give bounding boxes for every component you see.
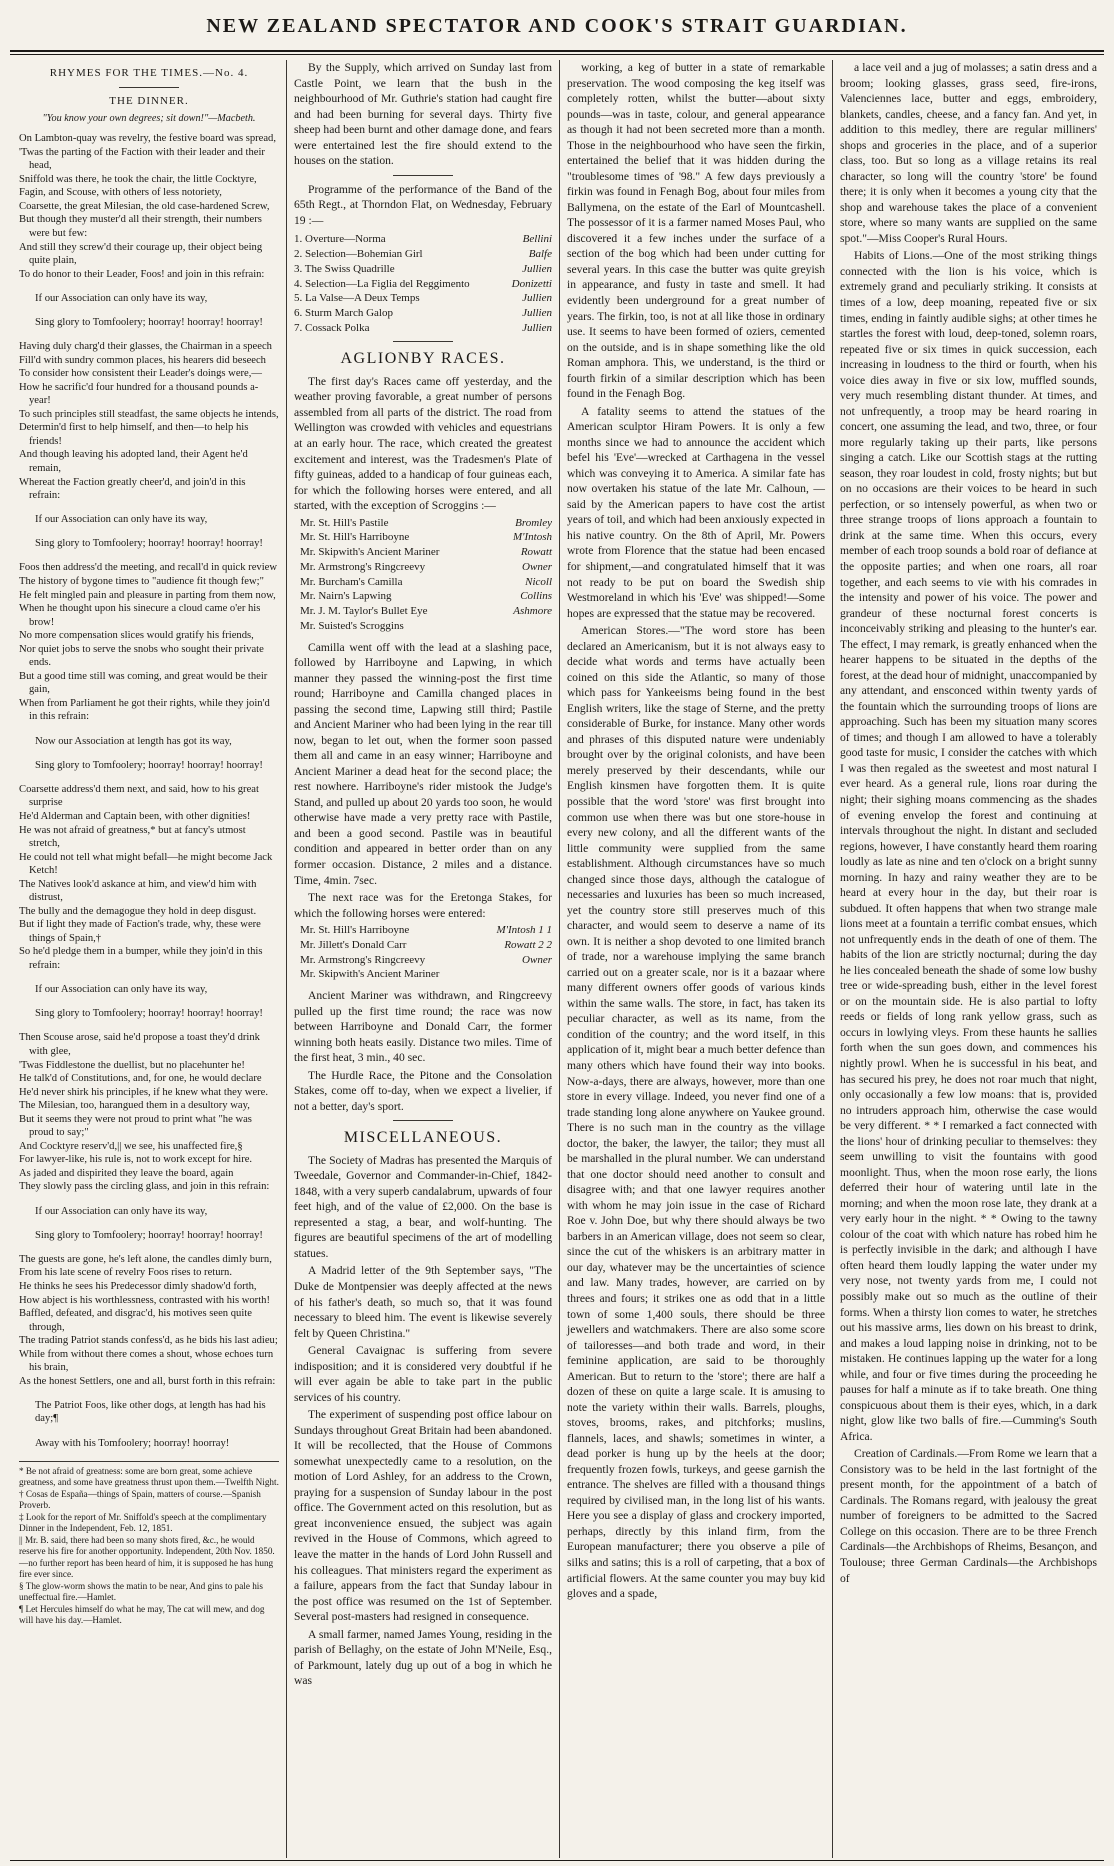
text-line: And though leaving his adopted land, their Agent he'd remain, [19, 449, 248, 474]
poem-chorus [35, 735, 279, 773]
text-line: Fill'd with sundry common places, his hearers did beseech [19, 354, 266, 366]
text-line: If our Association can only have its way, [35, 292, 208, 304]
masthead: NEW ZEALAND SPECTATOR AND COOK'S STRAIT GUARDIAN. [206, 15, 908, 37]
poem-verse [19, 132, 279, 281]
entry-row [300, 967, 552, 982]
entry-value: Jullien [522, 321, 552, 334]
text-line: Then Scouse arose, said he'd propose a toast they'd drink with glee, [19, 1032, 260, 1057]
article-paragraph: working, a keg of butter in a state of remarkable preservation. The wood composing the keg itself was completely rotten, whilst the butter—about sixty pounds—was in taste, colour, and general appearance as though it had not been secreted more than a month. Those in the neighbourhood who have seen the firkin, entertained the belief that it was hidden during the "troublesome times of '98." A few days previously a firkin was found in Fenagh Bog, about four miles from Ballymena, on the estate of the Earl of Mountcashell. The possessor of it is a farmer named Moses Paul, who discovered it a few inches under the surface of a section of the bog which had been under cutting for several years. In this case the butter was quite greyish in appearance, and fusty in taste and smell. It had evidently been underground for a great number of years. The firkin, too, is not at all like those in ordinary use. It seems to have been formed of oziers, cemented on the outside, and is in shape something like the old Roman amphora. This, we understand, is the third or fourth firkin of a similar description which has been found in the Fenagh Bog. [567, 61, 825, 401]
entry-row [294, 262, 552, 277]
entry-row [294, 306, 552, 321]
article-paragraph: General Cavaignac is suffering from severe indisposition; and it is considered very doubtful if he will ever again be able to take part in the public services of his country. [294, 1344, 552, 1404]
programme-intro: Programme of the performance of the Band of the 65th Regt., at Thorndon Flat, on Wednesday, February 19 :— [294, 182, 552, 227]
text-line: But if light they made of Faction's trade, why, these were things of Spain,† [19, 919, 261, 944]
article-paragraph: American Stores.—"The word store has been declared an Americanism, but it is not always easy to decide what words and terms have actually been coined on this side the Atlantic, so many of those which pass for Yankeeisms being found in the best English writers, like the stage of Sterne, and the pretty considerable of Burke, for instance. Many other words and phrases of this disputed nature were undeniably brought over by the original colonists, and have been merely preserved by their descendants, while our English kinsmen have forgotten them. It is quite possible that the word 'store' was first brought into common use when there was but one store-house in every new colony, and all the different wants of the little community were supplied from the same establishment. Although circumstances have so much changed since those days, although the catalogue of necessaries and luxuries has been so much increased, yet the country store still preserves much of this character, and would seem to deserve a name of its own. It is neither a shop devoted to one limited branch of trade, nor a warehouse implying the same branch carried out on a greater scale, nor is it a bazaar where many different owners offer goods of various kinds within the same walls. The store, in fact, has taken its peculiar character, as well as its name, from the condition of the country; and the word itself, in this application of it, might bear a much better defence than many others which have found their way into books. Now-a-days, there are always, however, more than one store in every village. Indeed, you never find one of a trade standing long alone anywhere on Yaukee ground. There is no such man in the country as the village doctor, the baker, the lawyer, the tailor; they must all be marshalled in the plural number. We can understand that one doctor should need another to consult and disagree with; and that one lawyer requires another with whom he may join issue in the case of Richard Roe v. John Doe, but why there should always be two barbers in an American village, does not seem so clear, since the cut of the whiskers is an arbitrary matter in our day, whatever may be the uncertainties of science and law. Many trades, however, are carried on by threes and fours; it strikes one as odd that in a little town of some 1,400 souls, there should be three jewellers and watchmakers. There are also some score of tailoresses—and both trade and word, in their feminine application, are said to be thoroughly American. But to return to the 'store'; there are half a dozen of these on quite a large scale. It is amusing to note the variety within their walls. Barrels, ploughs, stoves, brooms, rakes, and pitchforks; muslins, flannels, laces, and shawls; sometimes in winter, a dead porker is hung up by the heels at the door; frequently frozen fowls, turkeys, and geese garnish the entrance. The shelves are filled with a thousand things required by civilised man, in the long list of his wants. Here you see a display of glass and crockery imported, perhaps, directly by this inland firm, from the European manufacturer; there you observe a pile of silks and satins; this is a roll of carpeting, that a box of artificial flowers. At the same counter you may buy kid gloves and a spade, [567, 624, 825, 1601]
entry-row [300, 619, 552, 634]
text-line: He thinks he sees his Predecessor dimly shadow'd forth, [19, 1280, 257, 1292]
text-line: Sing glory to Tomfoolery; hoorray! hoorray! hoorray! [35, 1229, 263, 1241]
text-line: Determin'd first to help himself, and then—to help his friends! [19, 422, 249, 447]
text-line: He felt mingled pain and pleasure in parting from them now, [19, 589, 276, 601]
entry-value: Jullien [522, 292, 552, 305]
text-line: On Lambton-quay was revelry, the festive board was spread, [19, 133, 277, 145]
entry-row [300, 604, 552, 619]
text-line: He talk'd of Constitutions, and, for one, he would declare [19, 1073, 262, 1085]
entry-value: Bellini [522, 233, 552, 246]
entry-row [300, 516, 552, 531]
text-line: To do honor to their Leader, Foos! and join in this refrain: [19, 268, 265, 280]
article-paragraph: a lace veil and a jug of molasses; a satin dress and a broom; looking glasses, grass seed, fire-irons, Valenciennes lace, butter and eggs, embroidery, blankets, candles, cheese, and a fancy fan. And yet, in addition to this medley, there are regular milliners' shops and groceries in the place, and of a superior class, too. But so long as a village retains its real character, so long will the country 'store' be found there; it is only when it becomes a young city that the shop and warehouse takes the place of a convenient store, where so many wants are supplied on the same spot."—Miss Cooper's Rural Hours. [840, 61, 1097, 245]
article-paragraph: Ancient Mariner was withdrawn, and Ringcreevy pulled up the first time round; the race was now between Harriboyne and Donald Carr, the former winning both heats easily. Distance two miles. Time of the first heat, 3 min., 40 sec. [294, 989, 552, 1065]
text-line: Coarsette, the great Milesian, the old case-hardened Screw, [19, 200, 270, 212]
text-line: As the honest Settlers, one and all, burst forth in this refrain: [19, 1375, 276, 1387]
entry-value: Jullien [522, 306, 552, 319]
entry-row [294, 321, 552, 336]
text-line: For lawyer-like, his rule is, not to work except for hire. [19, 1154, 253, 1166]
text-line: Fagin, and Scouse, with others of less notoriety, [19, 187, 222, 199]
entry-value: Nicoll [525, 575, 552, 588]
text-line: Foos then address'd the meeting, and recall'd in quick review [19, 562, 277, 574]
poem-chorus [35, 292, 279, 330]
misc-heading: MISCELLANEOUS. [343, 1129, 503, 1147]
text-line: The Milesian, too, harangued them in a desultory way, [19, 1100, 250, 1112]
text-line: He could not tell what might befall—he might become Jack Ketch! [19, 851, 273, 877]
footnotes [19, 1461, 279, 1627]
text-line: How he sacrific'd four hundred for a thousand pounds a-year! [19, 381, 259, 407]
text-line: || Mr. B. said, there had been so many shots fired, &c., he would reserve his fire for another opportunity. Independent, 20th Nov. 1850.—no further report has been heard of him, it is supposed he has hung fire ever since. [19, 1534, 275, 1580]
entry-label: 6. Sturm March Galop [294, 306, 393, 319]
text-line: § The glow-worm shows the matin to be near, And gins to pale his uneffectual fire.—Hamlet. [19, 1580, 263, 1603]
text-line: ¶ Let Hercules himself do what he may, The cat will mew, and dog will have his day.—Hamlet. [19, 1603, 265, 1626]
article-paragraph: By the Supply, which arrived on Sunday last from Castle Point, we learn that the bush in the neighbourhood of Mr. Guthrie's station had caught fire and had been burning for several days. Thirty five sheep had been burnt and other damage done, and fears were entertained lest the fire should extend to the houses on the station. [294, 61, 552, 168]
text-line: As jaded and dispirited they leave the board, again [19, 1167, 234, 1179]
entry-value: Donizetti [511, 277, 552, 290]
text-line: ‡ Look for the report of Mr. Sniffold's speech at the complimentary Dinner in the Independent, Feb. 12, 1851. [19, 1511, 267, 1534]
entry-label: Mr. St. Hill's Harriboyne [300, 531, 410, 544]
text-line: Now our Association at length has got its way, [35, 735, 232, 747]
poem-verse [19, 561, 279, 724]
poem-chorus [35, 513, 279, 551]
entry-label: Mr. Armstrong's Ringcreevy [300, 560, 426, 573]
text-line: Having duly charg'd their glasses, the Chairman in a speech [19, 341, 272, 353]
text-line: Baffled, defeated, and disgrac'd, his motives seen quite through, [19, 1308, 252, 1333]
entry-label: 2. Selection—Bohemian Girl [294, 248, 423, 261]
poem-epigraph: "You know your own degrees; sit down!"—Macbeth. [42, 113, 256, 125]
text-line: The bully and the demagogue they hold in deep disgust. [19, 905, 257, 917]
entry-label: Mr. Nairn's Lapwing [300, 590, 392, 603]
column-4 [832, 60, 1104, 1858]
entry-value: Bromley [515, 516, 552, 529]
poem-title: THE DINNER. [109, 94, 189, 107]
article-paragraph: A Madrid letter of the 9th September says, "The Duke de Montpensier was deeply affected at the news of his father's death, so much so, that it was found necessary to bleed him. The event is likewise severely felt by Queen Christina." [294, 1264, 552, 1340]
entry-label: Mr. St. Hill's Harriboyne [300, 924, 410, 937]
text-line: The Patriot Foos, like other dogs, at length has had his day;¶ [35, 1399, 266, 1425]
masthead-rule-thin [10, 54, 1104, 55]
bottom-rule [10, 1860, 1104, 1861]
entry-label: Mr. J. M. Taylor's Bullet Eye [300, 605, 428, 618]
entry-value: Rowatt 2 2 [504, 938, 552, 951]
entry-value: Owner [522, 560, 552, 573]
entry-label: Mr. Jillett's Donald Carr [300, 938, 407, 951]
divider [393, 1120, 453, 1121]
text-line: Nor quiet jobs to serve the snobs who sought their private ends. [19, 643, 264, 669]
entry-label: Mr. Suisted's Scroggins [300, 619, 404, 632]
article-paragraph: Creation of Cardinals.—From Rome we learn that a Consistory was to be held in the last fortnight of the present month, for the appointment of a batch of Cardinals. The Romans regard, with jealousy the great number of foreigners to be admitted to the Sacred College on this occasion. There are to be three French Cardinals—the Archbishops of Rheims, Besançon, and Toulouse; three German Cardinals—the Archbishops of [840, 1447, 1097, 1585]
entry-label: 1. Overture—Norma [294, 233, 386, 246]
text-line: Sing glory to Tomfoolery; hoorray! hoorray! hoorray! [35, 538, 263, 550]
entry-label: 3. The Swiss Quadrille [294, 262, 395, 275]
entry-row [300, 575, 552, 590]
article-paragraph: The first day's Races came off yesterday, and the weather proving favorable, a great number of persons assembled from all parts of the district. The road from Wellington was crowded with vehicles and equestrians at an early hour. The race, which created the greatest excitement and interest, was the Tradesmen's Plate of fifty guineas, added to a handicap of four guineas each, for which the following horses were entered, and all started, with the exception of Scroggins :— [294, 374, 552, 513]
text-line: Sing glory to Tomfoolery; hoorray! hoorray! hoorray! [35, 1008, 263, 1020]
article-paragraph: Camilla went off with the lead at a slashing pace, followed by Harriboyne and Lapwing, in which manner they passed the winning-post the first time round; Harriboyne and Camilla changed places in passing the second time, Lapwing still third; Pastile and Ancient Mariner who had been lying in the rear till now, began to let out, when the former soon passed them all and came in an easy winner; Harriboyne and Ancient Mariner a dead heat for the second place; the rest nowhere. Harriboyne's rider mistook the Judge's Stand, and pulled up about 20 yards too soon, he would otherwise have made a very pretty race with Pastile, and been a good second. Pastile was in beautiful condition and appeared in better order than on any former occasion. Distance, 2 miles and a distance. Time, 4min. 7sec. [294, 640, 552, 887]
text-line: Sing glory to Tomfoolery; hoorray! hoorray! hoorray! [35, 759, 263, 771]
article-paragraph: A fatality seems to attend the statues of the American sculptor Hiram Powers. It is only a few months since we had to announce the accident which befel his 'Eve'—wrecked at Carthagena in the vessel which was conveying it to America. A similar fate has now overtaken his statue of the late Mr. Calhoun, —said by the American papers to have cost the artist years of toil, and which had been anxiously expected in his native country. On the 8th of April, Mr. Powers wrote from Florence that the statue had been encased for shipment,—and congratulated himself that it was not ready to be put on board the Swedish ship Westmoreland in which his 'Eve' was shipped!—Some hopes are expressed that the statue may be recovered. [567, 404, 825, 620]
text-line: Whereat the Faction greatly cheer'd, and join'd in this refrain: [19, 476, 246, 502]
text-line: To such principles still steadfast, the same objects he intends, [19, 408, 279, 420]
text-line: So he'd pledge them in a bumper, while they join'd in this refrain: [19, 946, 263, 972]
section-heading: RHYMES FOR THE TIMES.—No. 4. [49, 67, 249, 79]
text-line: When he thought upon his sinecure a cloud came o'er his brow! [19, 603, 261, 628]
column-1 [12, 60, 286, 1858]
poem-verse [19, 783, 279, 973]
text-line: From his late scene of revelry Foos rises to return. [19, 1267, 233, 1279]
article-paragraph: The Hurdle Race, the Pitone and the Consolation Stakes, come off to-day, when we expect a livelier, if not a better, day's sport. [294, 1068, 552, 1113]
entry-value: M'Intosh [512, 531, 552, 544]
entry-row [294, 232, 552, 247]
entry-row [300, 560, 552, 575]
entry-label: 5. La Valse—A Deux Temps [294, 292, 420, 305]
text-line: If our Association can only have its way, [35, 984, 208, 996]
text-line: The history of bygone times to "audience fit though few;" [19, 576, 264, 588]
entry-value: Owner [522, 953, 552, 966]
entry-row [294, 291, 552, 306]
entry-label: 4. Selection—La Figlia del Reggimento [294, 277, 470, 290]
text-line: Coarsette address'd them next, and said, how to his great surprise [19, 783, 259, 809]
page-columns [12, 60, 1104, 1858]
poem-chorus [35, 983, 279, 1021]
text-line: He was not afraid of greatness,* but at fancy's utmost stretch, [19, 824, 246, 850]
text-line: Away with his Tomfoolery; hoorray! hoorray! [35, 1437, 230, 1449]
entry-row [300, 589, 552, 604]
entry-value: Ashmore [513, 605, 552, 618]
text-line: When from Parliament he got their rights, while they join'd in this refrain: [19, 697, 270, 723]
text-line: 'Twas the parting of the Faction with their leader and their head, [19, 146, 265, 172]
poem-verse [19, 340, 279, 503]
text-line: He'd Alderman and Captain been, with other dignities! [19, 811, 251, 822]
poem-verse [19, 1031, 279, 1194]
divider [393, 341, 453, 342]
band-programme [294, 232, 552, 335]
entry-value: Rowatt [520, 546, 552, 559]
text-line: And still they screw'd their courage up, their object being quite plain, [19, 241, 263, 267]
entry-label: 7. Cossack Polka [294, 321, 370, 334]
entry-row [300, 545, 552, 560]
text-line: But a good time still was coming, and great would be their gain, [19, 670, 268, 696]
text-line: The guests are gone, he's left alone, the candles dimly burn, [19, 1253, 272, 1265]
entry-row [294, 247, 552, 262]
article-paragraph: A small farmer, named James Young, residing in the parish of Bellaghy, on the estate of John M'Neile, Esq., of Parkmount, lately dug up out of a bog in which he was [294, 1627, 552, 1688]
text-line: And Cocktyre reserv'd,|| we see, his unaffected fire,§ [19, 1140, 243, 1152]
entry-value: Jullien [522, 262, 552, 275]
article-paragraph: The experiment of suspending post office labour on Sundays throughout Great Britain had been abandoned. It will be recollected, that the House of Commons somewhat unexpectedly came to a resolution, on the motion of Lord Ashley, for an address to the Crown, praying for a suspension of Sunday labour in the post office. The Government acted on this resolution, but as great inconvenience ensued, the subject was again revived in the House of Commons, which agreed to leave the matter in the hands of Lord John Russell and his colleagues. That ministers regard the experiment as a failure, appears from the fact that Sunday labour in the post office was resumed on the 1st of September. Several post-masters had resigned in consequence. [294, 1408, 552, 1624]
poem-verse [19, 1253, 279, 1388]
poem-chorus [35, 1399, 279, 1450]
entry-row [300, 923, 552, 938]
text-line: But it seems they were not proud to print what "he was proud to say;" [19, 1113, 252, 1139]
text-line: But though they muster'd all their strength, their numbers were but few: [19, 214, 262, 239]
entry-label: Mr. Skipwith's Ancient Mariner [300, 968, 440, 981]
entry-value: M'Intosh 1 1 [496, 924, 552, 937]
text-line: Sniffold was there, he took the chair, the little Cocktyre, [19, 173, 257, 185]
horse-entries [300, 923, 552, 982]
entry-label: Mr. St. Hill's Pastile [300, 516, 389, 529]
entry-row [300, 938, 552, 953]
text-line: No more compensation slices would gratify his friends, [19, 630, 254, 642]
text-line: If our Association can only have its way, [35, 514, 208, 526]
text-line: While from without there comes a shout, whose echoes turn his brain, [19, 1348, 274, 1374]
text-line: To consider how consistent their Leader's doings were,— [19, 368, 262, 380]
text-line: * Be not afraid of greatness: some are born great, some achieve greatness, and some have greatness thrust upon them.—Twelfth Night. [19, 1465, 279, 1488]
text-line: How abject is his worthlessness, contrasted with his worth! [19, 1294, 270, 1306]
entry-row [294, 277, 552, 292]
column-3 [559, 60, 832, 1858]
races-heading: AGLIONBY RACES. [340, 350, 506, 368]
divider [119, 87, 179, 88]
article-paragraph: The next race was for the Eretonga Stakes, for which the following horses were entered: [294, 891, 552, 920]
entry-value: Balfe [528, 248, 552, 261]
text-line: The trading Patriot stands confess'd, as he bids his last adieu; [19, 1335, 278, 1347]
poem-chorus [35, 1205, 279, 1243]
entry-label: Mr. Burcham's Camilla [300, 575, 403, 588]
horse-entries [300, 516, 552, 634]
entry-value: Collins [520, 590, 552, 603]
entry-row [300, 953, 552, 968]
article-paragraph: Habits of Lions.—One of the most striking things connected with the lion is his voice, which is extremely grand and peculiarly striking. It consists at times of a low, deep moaning, repeated five or six times, ending in faintly audible sighs; at other times he startles the forest with loud, deep-toned, solemn roars, repeated five or six times in quick succession, each increasing in loudness to the third or fourth, when his voice dies away in five or six low, muffled sounds, very much resembling distant thunder. At times, and not unfrequently, a troop may be heard roaring in concert, one assuming the lead, and two, three, or four more regularly taking up their parts, like persons singing a catch. Like our Scottish stags at the rutting season, they roar loudest in cold, frosty nights; but but on no occasions are their voices to be heard in such perfection, or so intensely powerful, as when two or three strange troops of lions approach a fountain to drink at the same time. When this occurs, every member of each troop sounds a bold roar of defiance at the opposite parties; and when one roars, all roar together, and each seems to vie with his comrades in the intensity and power of his voice. The power and grandeur of these nocturnal forest concerts is inconceivably striking and pleasing to the hunter's ear. The effect, I may remark, is greatly enhanced when the hearer happens to be situated in the depths of the forest, at the dead hour of midnight, unaccompanied by any attendant, and ensconced within twenty yards of the fountain which the surrounding troops of lions are approaching. Such has been my situation many scores of times; and though I am allowed to have a tolerably good taste for music, I consider the catches with which I was then regaled as the sweetest and most natural I ever heard. As a general rule, lions roar during the night; their sighing moans commencing as the shades of evening envelop the forest and continuing at intervals throughout the night. In distant and secluded regions, however, I have constantly heard them roaring loudly as late as nine and ten o'clock on a bright sunny morning. In hazy and rainy weather they are to be heard at every hour in the day, but their roar is subdued. It often happens that when two strange male lions meet at a fountain a terrific combat ensues, which not unfrequently ends in the death of one of them. The habits of the lion are strictly nocturnal; during the day he lies concealed beneath the shade of some low bushy tree or wide-spreading bush, either in the level forest or on the mountain side. He is also partial to lofty reeds or fields of long rank yellow grass, such as occurs in lowlying vleys. From these haunts he sallies forth when the sun goes down, and commences his nightly prowl. When he is successful in his beat, and has secured his prey, he does not roar much that night, only occasionally a few low moans: that is, provided no intruders approach him, otherwise the case would be very different. * * I remarked a fact connected with the lions' hour of drinking peculiar to themselves: they seem unwilling to visit the fountains with good moonlight. Thus, when the moon rose early, the lions deferred their hour of watering until late in the morning; and when the moon rose late, they drank at a very early hour in the night. * * Owing to the tawny colour of the coat with which nature has robed him he is perfectly invisible in the dark; and although I have often heard them loudly lapping the water under my very nose, not twenty yards from me, I could not possibly make out so much as the outline of their forms. When a thirsty lion comes to water, he stretches out his massive arms, lies down on his breast to drink, and makes a loud lapping noise in drinking, not to be mistaken. He continues lapping up the water for a long while, and four or five times during the proceeding he pauses for half a minute as if to take breath. One thing conspicuous about them is their eyes, which, in a dark night, glow like two balls of fire.—Cumming's South Africa. [840, 249, 1097, 1443]
text-line: If our Association can only have its way, [35, 1205, 208, 1217]
column-2 [286, 60, 559, 1858]
article-paragraph: The Society of Madras has presented the Marquis of Tweedale, Governor and Commander-in-Chief, 1842-1848, with a very superb candalabrum, upwards of four feet high, and of the value of £2,000. On the base is represented a stag, a bear, and wolf-hunting. The figures are beautiful specimens of the art of modelling statues. [294, 1153, 552, 1260]
text-line: They slowly pass the circling glass, and join in this refrain: [19, 1181, 270, 1193]
text-line: The Natives look'd askance at him, and view'd him with distrust, [19, 878, 257, 904]
text-line: He'd never shirk his principles, if he knew what they were. [19, 1086, 269, 1098]
masthead-rule [10, 50, 1104, 52]
text-line: † Cosas de España—things of Spain, matters of course.—Spanish Proverb. [19, 1488, 261, 1511]
text-line: 'Twas Fiddlestone the duellist, but no placehunter he! [19, 1059, 245, 1071]
entry-row [300, 530, 552, 545]
entry-label: Mr. Armstrong's Ringcreevy [300, 953, 426, 966]
divider [393, 175, 453, 176]
entry-label: Mr. Skipwith's Ancient Mariner [300, 546, 440, 559]
text-line: Sing glory to Tomfoolery; hoorray! hoorray! hoorray! [35, 316, 263, 328]
